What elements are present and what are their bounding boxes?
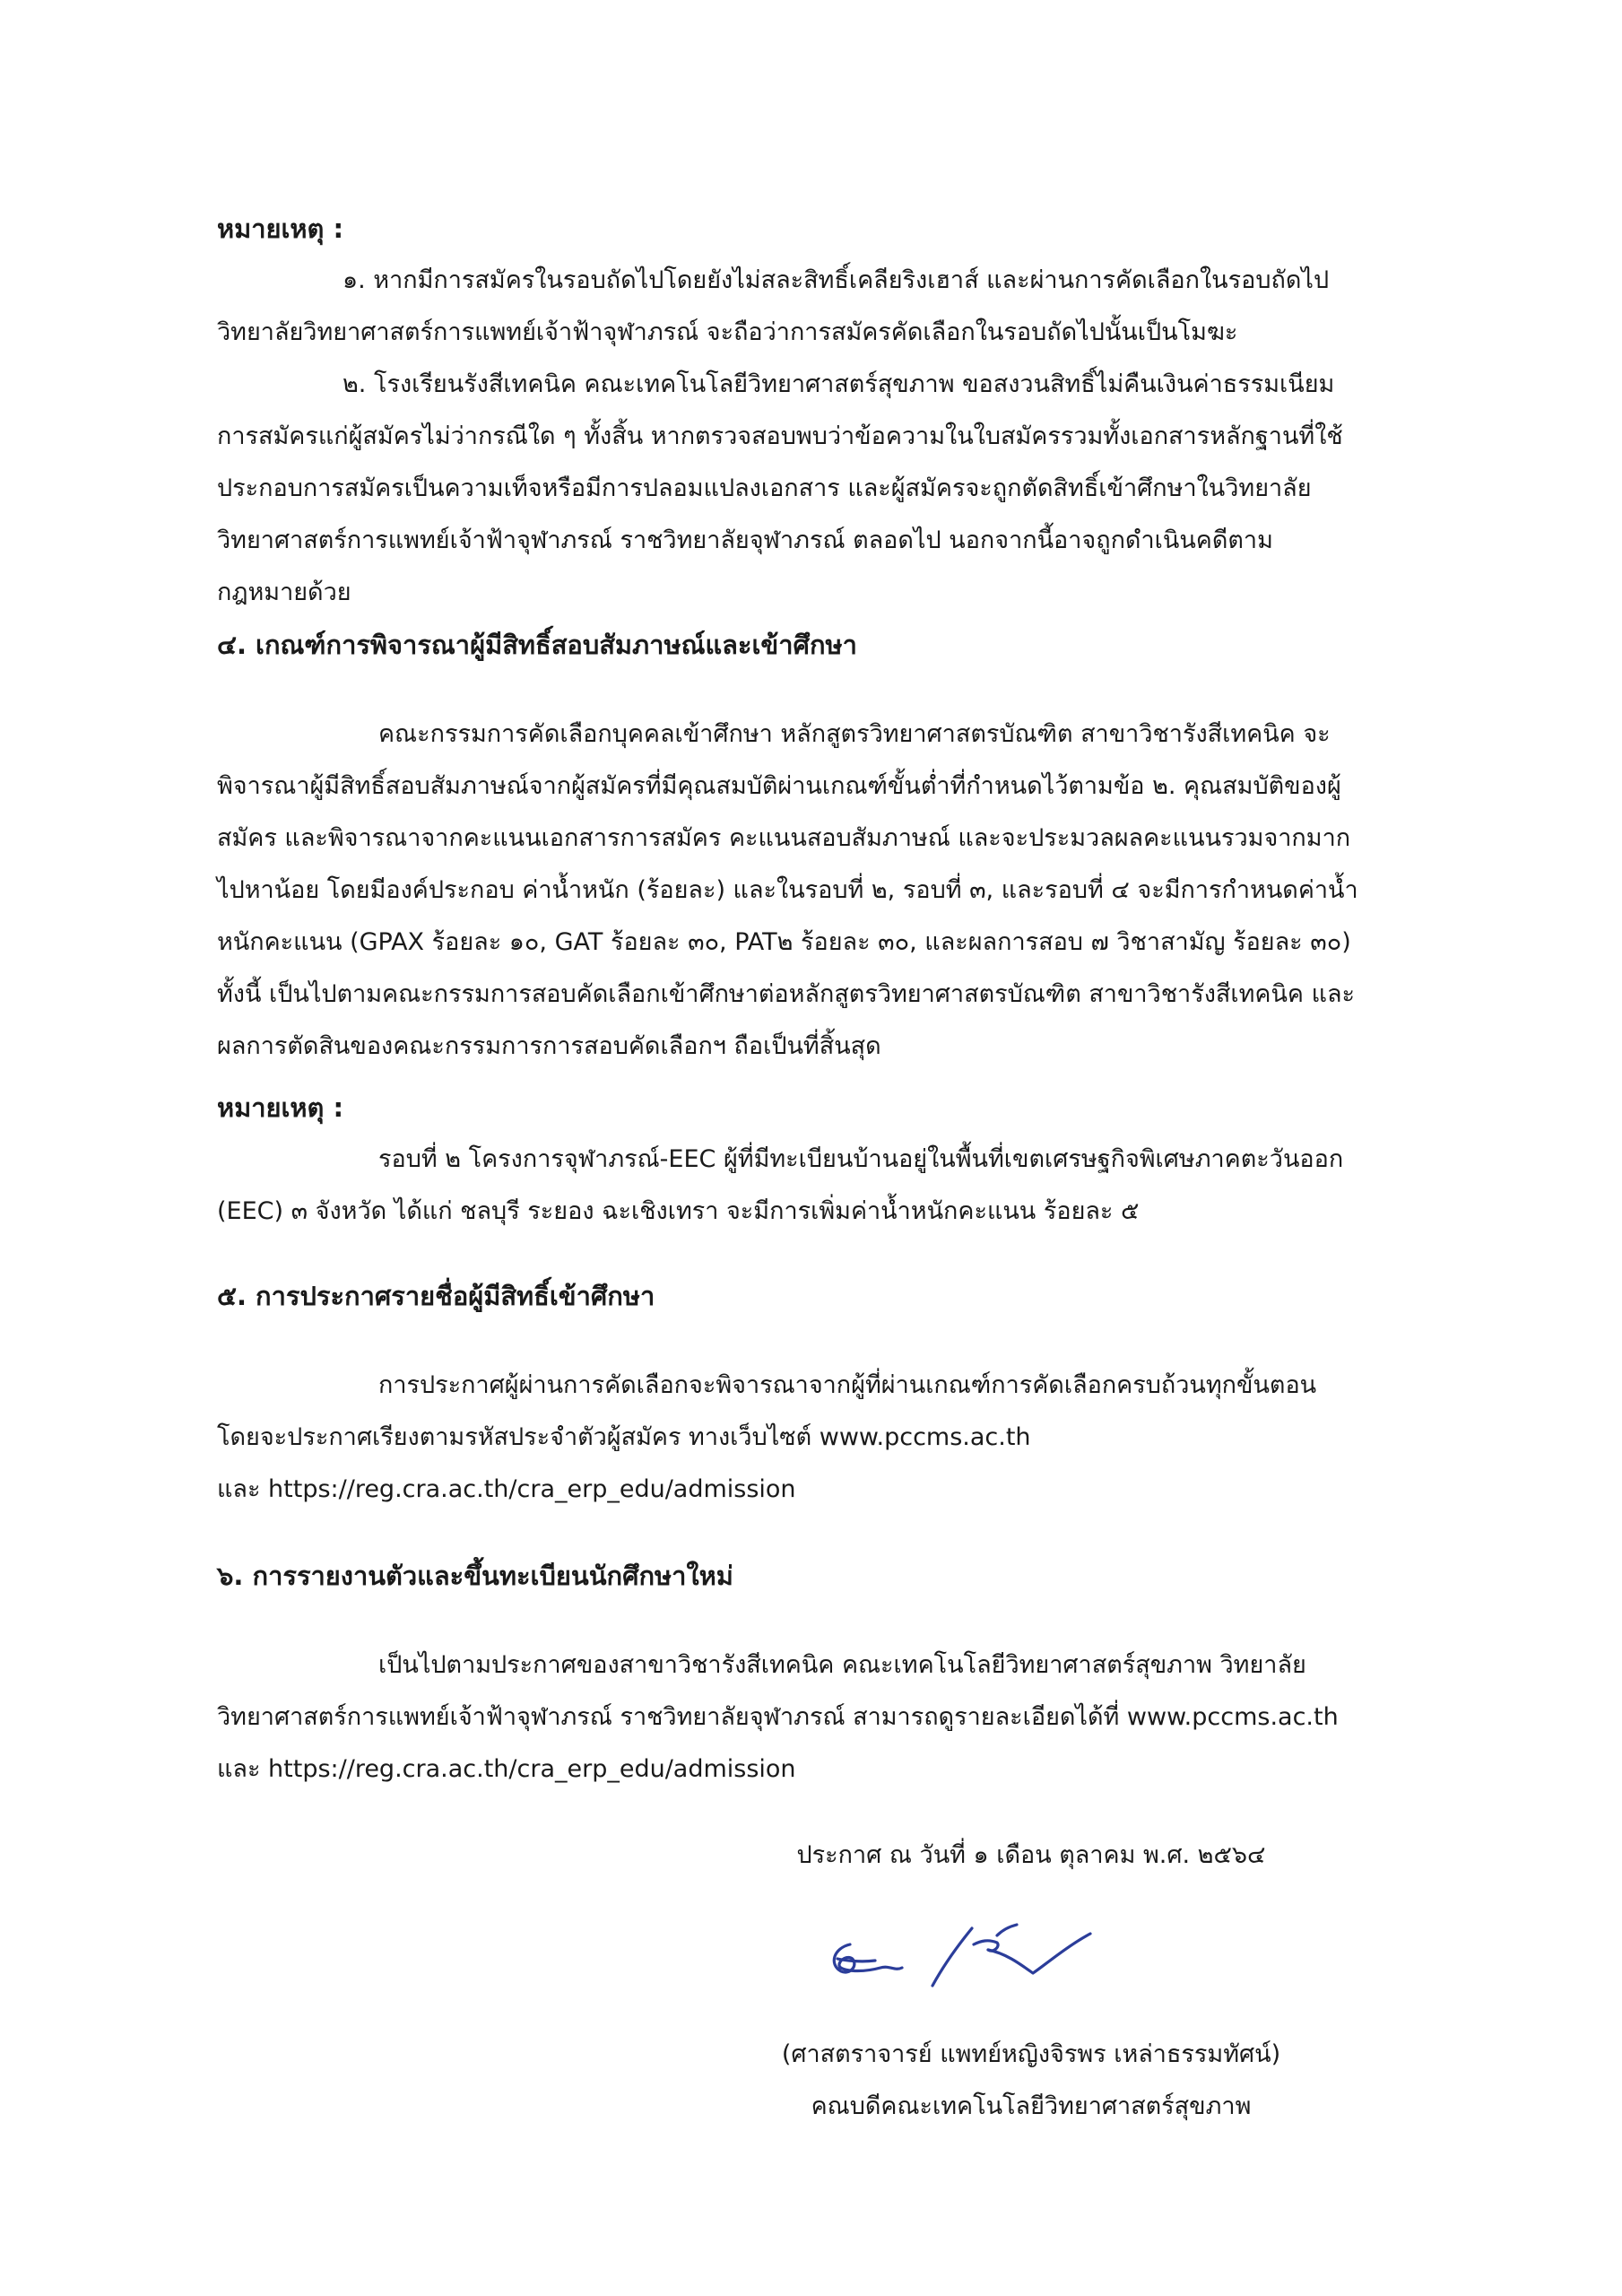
- section-4-heading-block: [217, 619, 1445, 671]
- section-6-line-1: เป็นไปตามประกาศของสาขาวิชารังสีเทคนิค คณะเทคโนโลยีวิทยาศาสตร์สุขภาพ วิทยาลัย: [378, 1651, 1306, 1679]
- section-4-line-6: ทั้งนี้ เป็นไปตามคณะกรรมการสอบคัดเลือกเข้าศึกษาต่อหลักสูตรวิทยาศาสตรบัณฑิต สาขาวิชารังสีเทคนิค และ: [217, 980, 1356, 1008]
- signer-block: [628, 2029, 1435, 2133]
- section-6-line-2: วิทยาศาสตร์การแพทย์เจ้าฟ้าจุฬาภรณ์ ราชวิทยาลัยจุฬาภรณ์ สามารถดูรายละเอียดได้ที่ www.pccms.ac.th: [217, 1703, 1339, 1731]
- section-4-line-3: สมัคร และพิจารณาจากคะแนนเอกสารการสมัคร คะแนนสอบสัมภาษณ์ และจะประมวลผลคะแนนรวมจากมาก: [217, 824, 1351, 852]
- section-6-body: [217, 1639, 1445, 1796]
- section-6-line-3: และ https://reg.cra.ac.th/cra_erp_edu/admission: [217, 1755, 796, 1783]
- note-1-heading: หมายเหตุ :: [217, 213, 344, 244]
- note-1-item-2-line-2: การสมัครแก่ผู้สมัครไม่ว่ากรณีใด ๆ ทั้งสิ้น หากตรวจสอบพบว่าข้อความในใบสมัครรวมทั้งเอกสารหลักฐานที่ใช้: [217, 422, 1343, 450]
- announcement-date-block: [628, 1830, 1435, 1882]
- section-5-body: [217, 1360, 1445, 1516]
- note-1-item-1-line-1: ๑. หากมีการสมัครในรอบถัดไปโดยยังไม่สละสิทธิ์เคลียริงเฮาส์ และผ่านการคัดเลือกในรอบถัดไป: [343, 266, 1330, 294]
- section-6-heading-block: [217, 1550, 1445, 1602]
- section-5-line-1: การประกาศผู้ผ่านการคัดเลือกจะพิจารณาจากผู้ที่ผ่านเกณฑ์การคัดเลือกครบถ้วนทุกขั้นตอน: [378, 1371, 1317, 1399]
- note-2-line-1: รอบที่ ๒ โครงการจุฬาภรณ์-EEC ผู้ที่มีทะเบียนบ้านอยู่ในพื้นที่เขตเศรษฐกิจพิเศษภาคตะวันออก: [378, 1145, 1344, 1173]
- signer-name: (ศาสตราจารย์ แพทย์หญิงจิรพร เหล่าธรรมทัศน์): [781, 2040, 1281, 2068]
- section-6-heading: ๖. การรายงานตัวและขึ้นทะเบียนนักศึกษาใหม่: [217, 1561, 733, 1591]
- signer-title: คณบดีคณะเทคโนโลยีวิทยาศาสตร์สุขภาพ: [811, 2092, 1252, 2120]
- section-4-line-4: ไปหาน้อย โดยมีองค์ประกอบ ค่าน้ำหนัก (ร้อยละ) และในรอบที่ ๒, รอบที่ ๓, และรอบที่ ๔ จะมีการกำหนดค่าน้ำ: [217, 876, 1358, 904]
- note-2-block: [217, 1082, 1445, 1238]
- note-1-item-2-line-3: ประกอบการสมัครเป็นความเท็จหรือมีการปลอมแปลงเอกสาร และผู้สมัครจะถูกตัดสิทธิ์เข้าศึกษาในวิทยาลัย: [217, 474, 1312, 502]
- section-4-line-2: พิจารณาผู้มีสิทธิ์สอบสัมภาษณ์จากผู้สมัครที่มีคุณสมบัติผ่านเกณฑ์ขั้นต่ำที่กำหนดไว้ตามข้อ ๒. คุณสมบัติของผู้: [217, 772, 1341, 800]
- note-1-item-2-line-4: วิทยาศาสตร์การแพทย์เจ้าฟ้าจุฬาภรณ์ ราชวิทยาลัยจุฬาภรณ์ ตลอดไป นอกจากนี้อาจถูกดำเนินคดีตาม: [217, 526, 1273, 554]
- note-2-line-2: (EEC) ๓ จังหวัด ได้แก่ ชลบุรี ระยอง ฉะเชิงเทรา จะมีการเพิ่มค่าน้ำหนักคะแนน ร้อยละ ๕: [217, 1197, 1140, 1225]
- note-1-item-1-line-2: วิทยาลัยวิทยาศาสตร์การแพทย์เจ้าฟ้าจุฬาภรณ์ จะถือว่าการสมัครคัดเลือกในรอบถัดไปนั้นเป็นโมฆะ: [217, 318, 1238, 346]
- note-1-block: [217, 203, 1445, 619]
- section-5-line-2: โดยจะประกาศเรียงตามรหัสประจำตัวผู้สมัคร ทางเว็บไซต์ www.pccms.ac.th: [217, 1423, 1031, 1451]
- note-1-item-2-line-1: ๒. โรงเรียนรังสีเทคนิค คณะเทคโนโลยีวิทยาศาสตร์สุขภาพ ขอสงวนสิทธิ์ไม่คืนเงินค่าธรรมเนียม: [343, 370, 1335, 398]
- section-4-heading: ๔. เกณฑ์การพิจารณาผู้มีสิทธิ์สอบสัมภาษณ์และเข้าศึกษา: [217, 630, 857, 660]
- section-4-body: [217, 709, 1445, 1073]
- signature-image: [798, 1909, 1157, 1998]
- section-4-line-5: หนักคะแนน (GPAX ร้อยละ ๑๐, GAT ร้อยละ ๓๐, PAT๒ ร้อยละ ๓๐, และผลการสอบ ๗ วิชาสามัญ ร้อยละ ๓๐): [217, 928, 1351, 956]
- section-5-heading: ๕. การประกาศรายชื่อผู้มีสิทธิ์เข้าศึกษา: [217, 1281, 655, 1311]
- note-1-item-2-line-5: กฎหมายด้วย: [217, 578, 351, 606]
- section-4-line-1: คณะกรรมการคัดเลือกบุคคลเข้าศึกษา หลักสูตรวิทยาศาสตรบัณฑิต สาขาวิชารังสีเทคนิค จะ: [378, 720, 1331, 748]
- announcement-date: ประกาศ ณ วันที่ ๑ เดือน ตุลาคม พ.ศ. ๒๕๖๔: [796, 1841, 1266, 1869]
- section-5-line-3: และ https://reg.cra.ac.th/cra_erp_edu/admission: [217, 1475, 796, 1503]
- section-4-line-7: ผลการตัดสินของคณะกรรมการการสอบคัดเลือกฯ ถือเป็นที่สิ้นสุด: [217, 1032, 881, 1060]
- section-5-heading-block: [217, 1270, 1445, 1322]
- note-2-heading: หมายเหตุ :: [217, 1092, 344, 1123]
